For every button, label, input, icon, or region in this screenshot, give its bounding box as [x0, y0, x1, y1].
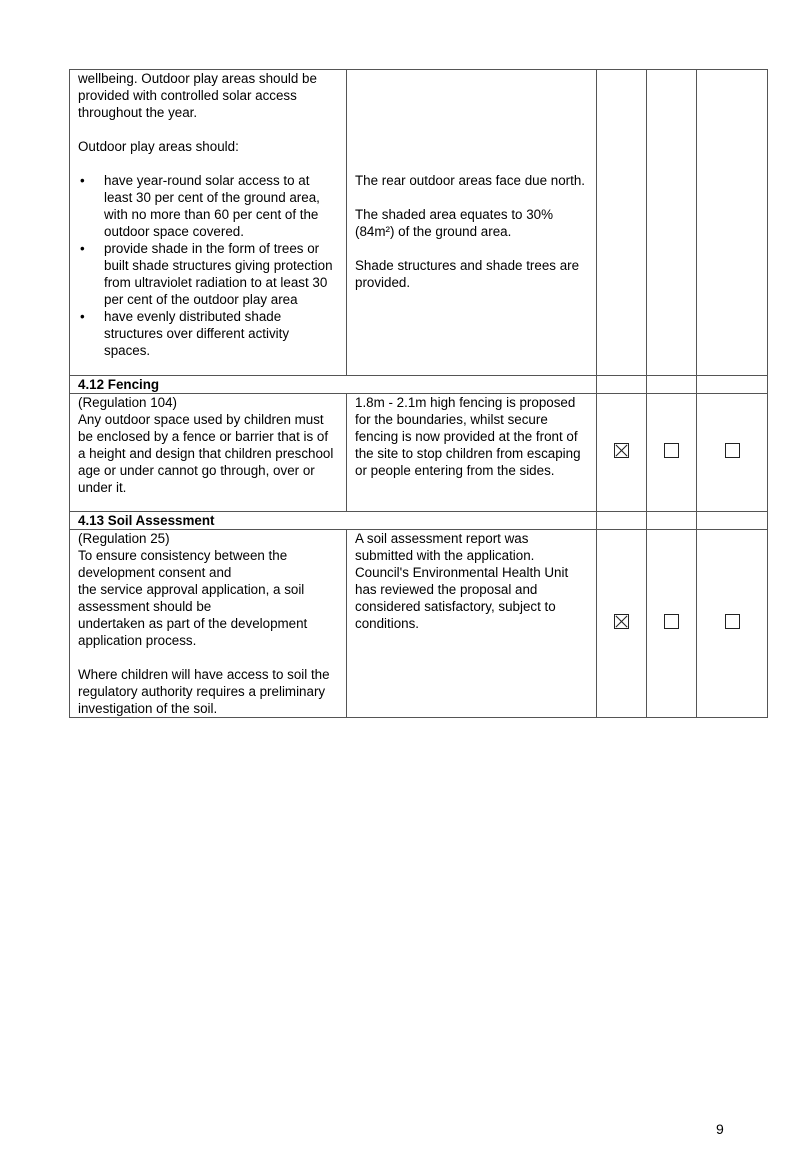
check-cell-yes [597, 394, 647, 512]
table-row-solar [70, 70, 768, 376]
section-heading: 4.12 Fencing [70, 376, 597, 394]
requirement-cell [70, 394, 347, 512]
response-text: The shaded area equates to 30% (84m²) of the ground area. [355, 207, 554, 239]
compliance-table [69, 69, 768, 718]
list-item: • provide shade in the form of trees or built shade structures giving protection from ultraviolet radiation to at least 30 per cent of the outdoor play area [80, 241, 333, 307]
response-cell [347, 530, 597, 718]
response-cell [347, 70, 597, 376]
response-text: 1.8m - 2.1m high fencing is proposed for the boundaries, whilst secure fencing is now provided at the front of the site to stop children from escaping or people entering from the sides. [355, 395, 581, 478]
bullet-icon: • [80, 241, 85, 256]
checkbox-unchecked[interactable] [725, 614, 740, 629]
requirement-line: undertaken as part of the development application process. [78, 616, 308, 648]
checkbox-unchecked[interactable] [664, 443, 679, 458]
regulation-ref: (Regulation 25) [78, 531, 170, 546]
requirement-lead: Outdoor play areas should: [78, 139, 239, 154]
response-text: Shade structures and shade trees are provided. [355, 258, 580, 290]
requirement-cell [70, 70, 347, 376]
list-item: • have evenly distributed shade structures over different activity spaces. [80, 309, 290, 358]
check-cell-no [647, 70, 697, 376]
requirement-intro: wellbeing. Outdoor play areas should be provided with controlled solar access throughout the year. [78, 71, 317, 120]
section-heading-row [70, 512, 768, 530]
cross-icon [615, 615, 628, 628]
section-heading-row [70, 376, 768, 394]
regulation-ref: (Regulation 104) [78, 395, 178, 410]
bullet-icon: • [80, 173, 85, 188]
check-cell-yes [597, 70, 647, 376]
requirement-line: To ensure consistency between the development consent and [78, 548, 288, 580]
list-item: • have year-round solar access to at least 30 per cent of the ground area, with no more than 60 per cent of the outdoor space covered. [80, 173, 320, 239]
response-text: The rear outdoor areas face due north. [355, 173, 586, 188]
page-number: 9 [716, 1121, 724, 1137]
check-cell-yes [597, 530, 647, 718]
requirement-text: Where children will have access to soil the regulatory authority requires a preliminary investigation of the soil. [78, 667, 330, 716]
checkbox-unchecked[interactable] [664, 614, 679, 629]
check-cell-na [697, 530, 768, 718]
requirement-bullet-list [78, 172, 338, 359]
cross-icon [615, 444, 628, 457]
checkbox-checked[interactable] [614, 443, 629, 458]
checkbox-checked[interactable] [614, 614, 629, 629]
table-row-soil [70, 530, 768, 718]
check-cell-na [697, 70, 768, 376]
table-row-fencing [70, 394, 768, 512]
requirement-cell [70, 530, 347, 718]
check-cell-no [647, 394, 697, 512]
requirement-text: Any outdoor space used by children must be enclosed by a fence or barrier that is of a height and design that children preschool age or under cannot go through, over or under it. [78, 412, 334, 495]
checkbox-unchecked[interactable] [725, 443, 740, 458]
section-heading: 4.13 Soil Assessment [70, 512, 597, 530]
check-cell-na [697, 394, 768, 512]
response-text: A soil assessment report was submitted with the application. Council's Environmental Health Unit has reviewed the proposal and considered satisfactory, subject to conditions. [355, 531, 569, 631]
requirement-line: the service approval application, a soil assessment should be [78, 582, 305, 614]
response-cell [347, 394, 597, 512]
check-cell-no [647, 530, 697, 718]
bullet-icon: • [80, 309, 85, 324]
